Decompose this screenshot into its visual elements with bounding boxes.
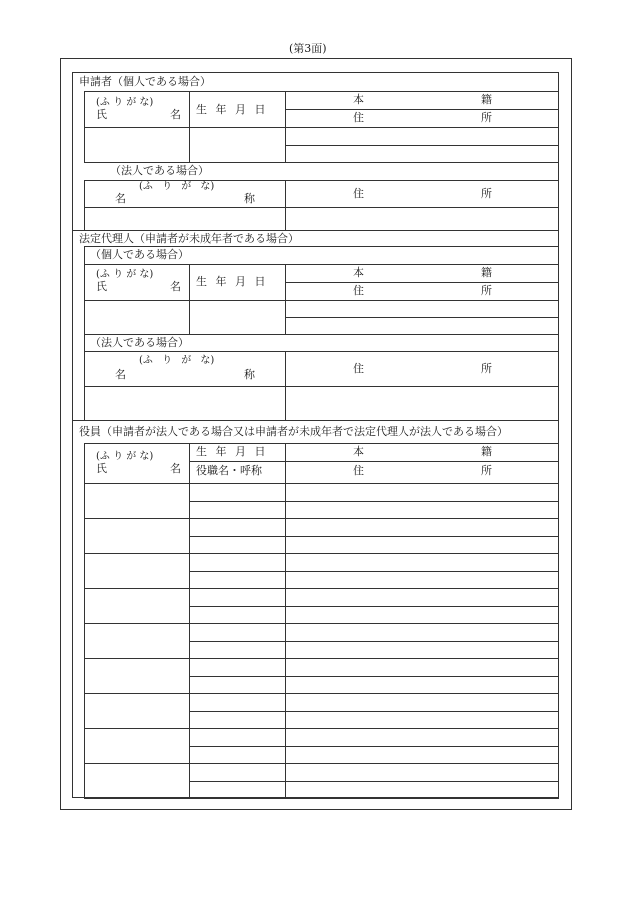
legal-rep-indiv-title: （個人である場合）	[90, 248, 189, 261]
officer-honseki-input[interactable]	[286, 554, 558, 571]
applicant-corp-address-input[interactable]	[286, 208, 558, 229]
applicant-dob-label: 生 年 月 日	[196, 103, 266, 116]
officer-name-input[interactable]	[85, 554, 188, 588]
officer-name-input[interactable]	[85, 764, 188, 798]
legal-rep-name-input[interactable]	[85, 301, 188, 333]
applicant-furigana-label: (ふ り が な)	[96, 97, 154, 108]
applicant-name-label-1: 氏	[96, 108, 107, 121]
officer-address-input[interactable]	[286, 537, 558, 553]
officer-position-input[interactable]	[190, 642, 284, 658]
officers-name-label-1: 氏	[96, 462, 107, 475]
legal-rep-title: 法定代理人（申請者が未成年者である場合）	[79, 232, 299, 245]
officer-name-input[interactable]	[85, 694, 188, 728]
applicant-corp-title: （法人である場合）	[110, 164, 209, 177]
legal-rep-address-input[interactable]	[286, 318, 558, 333]
officers-title: 役員（申請者が法人である場合又は申請者が未成年者で法定代理人が法人である場合）	[79, 425, 508, 438]
officer-dob-input[interactable]	[190, 519, 284, 536]
officers-position-label: 役職名・呼称	[196, 464, 262, 477]
applicant-address-label-2: 所	[481, 111, 492, 124]
officer-honseki-input[interactable]	[286, 659, 558, 676]
officer-honseki-input[interactable]	[286, 764, 558, 781]
legal-rep-dob-label: 生 年 月 日	[196, 275, 266, 288]
officer-row-border	[84, 798, 559, 799]
officer-position-input[interactable]	[190, 607, 284, 623]
applicant-honseki-input[interactable]	[286, 128, 558, 144]
officers-honseki-label-1: 本	[353, 445, 364, 458]
officer-dob-input[interactable]	[190, 659, 284, 676]
legal-rep-furigana-label: (ふ り が な)	[96, 269, 154, 280]
applicant-address-input[interactable]	[286, 146, 558, 161]
officer-dob-input[interactable]	[190, 729, 284, 746]
legal-rep-address-label-2: 所	[481, 284, 492, 297]
legal-rep-honseki-label-2: 籍	[481, 266, 492, 279]
officer-dob-input[interactable]	[190, 624, 284, 641]
officer-address-input[interactable]	[286, 782, 558, 798]
officer-address-input[interactable]	[286, 502, 558, 518]
legal-rep-corp-name-input[interactable]	[85, 387, 284, 419]
officer-honseki-input[interactable]	[286, 519, 558, 536]
legal-rep-name-label-1: 氏	[96, 280, 107, 293]
officer-dob-input[interactable]	[190, 764, 284, 781]
officer-position-input[interactable]	[190, 747, 284, 763]
officer-name-input[interactable]	[85, 624, 188, 658]
applicant-name-label-2: 名	[170, 108, 181, 121]
legal-rep-corp-address-label-1: 住	[353, 362, 364, 375]
applicant-corp-name-label-2: 称	[244, 192, 255, 205]
officer-dob-input[interactable]	[190, 484, 284, 501]
applicant-honseki-label-1: 本	[353, 93, 364, 106]
officer-position-input[interactable]	[190, 502, 284, 518]
legal-rep-address-label-1: 住	[353, 284, 364, 297]
legal-rep-corp-furigana-label: (ふ り が な)	[139, 355, 215, 366]
officer-honseki-input[interactable]	[286, 729, 558, 746]
officer-honseki-input[interactable]	[286, 694, 558, 711]
officer-address-input[interactable]	[286, 642, 558, 658]
applicant-name-input[interactable]	[85, 128, 188, 161]
officers-address-label-1: 住	[353, 464, 364, 477]
officer-position-input[interactable]	[190, 782, 284, 798]
officer-honseki-input[interactable]	[286, 484, 558, 501]
officer-dob-input[interactable]	[190, 589, 284, 606]
officer-dob-input[interactable]	[190, 554, 284, 571]
applicant-corp-name-input[interactable]	[85, 208, 284, 229]
legal-rep-honseki-label-1: 本	[353, 266, 364, 279]
officers-name-label-2: 名	[170, 462, 181, 475]
officer-address-input[interactable]	[286, 607, 558, 623]
applicant-address-label-1: 住	[353, 111, 364, 124]
officer-dob-input[interactable]	[190, 694, 284, 711]
page-number-label: (第3面)	[289, 42, 327, 55]
officer-position-input[interactable]	[190, 572, 284, 588]
legal-rep-corp-name-label-1: 名	[115, 368, 126, 381]
officers-furigana-label: (ふ り が な)	[96, 451, 154, 462]
legal-rep-corp-address-label-2: 所	[481, 362, 492, 375]
legal-rep-honseki-input[interactable]	[286, 301, 558, 316]
officer-honseki-input[interactable]	[286, 589, 558, 606]
officer-name-input[interactable]	[85, 484, 188, 518]
applicant-honseki-label-2: 籍	[481, 93, 492, 106]
officers-address-label-2: 所	[481, 464, 492, 477]
officer-position-input[interactable]	[190, 537, 284, 553]
officer-honseki-input[interactable]	[286, 624, 558, 641]
applicant-corp-name-label-1: 名	[115, 192, 126, 205]
officer-name-input[interactable]	[85, 659, 188, 693]
applicant-corp-address-label-2: 所	[481, 187, 492, 200]
legal-rep-corp-title: （法人である場合）	[90, 336, 189, 349]
officer-address-input[interactable]	[286, 712, 558, 728]
officer-position-input[interactable]	[190, 677, 284, 693]
officer-address-input[interactable]	[286, 572, 558, 588]
officer-name-input[interactable]	[85, 519, 188, 553]
officer-name-input[interactable]	[85, 729, 188, 763]
legal-rep-corp-address-input[interactable]	[286, 387, 558, 419]
legal-rep-dob-input[interactable]	[190, 301, 284, 333]
applicant-corp-furigana-label: (ふ り が な)	[139, 181, 215, 192]
applicant-dob-input[interactable]	[190, 128, 284, 161]
officer-address-input[interactable]	[286, 747, 558, 763]
applicant-corp-address-label-1: 住	[353, 187, 364, 200]
legal-rep-corp-name-label-2: 称	[244, 368, 255, 381]
applicant-title: 申請者（個人である場合）	[79, 75, 211, 88]
officer-address-input[interactable]	[286, 677, 558, 693]
officers-dob-label: 生 年 月 日	[196, 445, 266, 458]
legal-rep-name-label-2: 名	[170, 280, 181, 293]
officers-honseki-label-2: 籍	[481, 445, 492, 458]
officer-position-input[interactable]	[190, 712, 284, 728]
officer-name-input[interactable]	[85, 589, 188, 623]
